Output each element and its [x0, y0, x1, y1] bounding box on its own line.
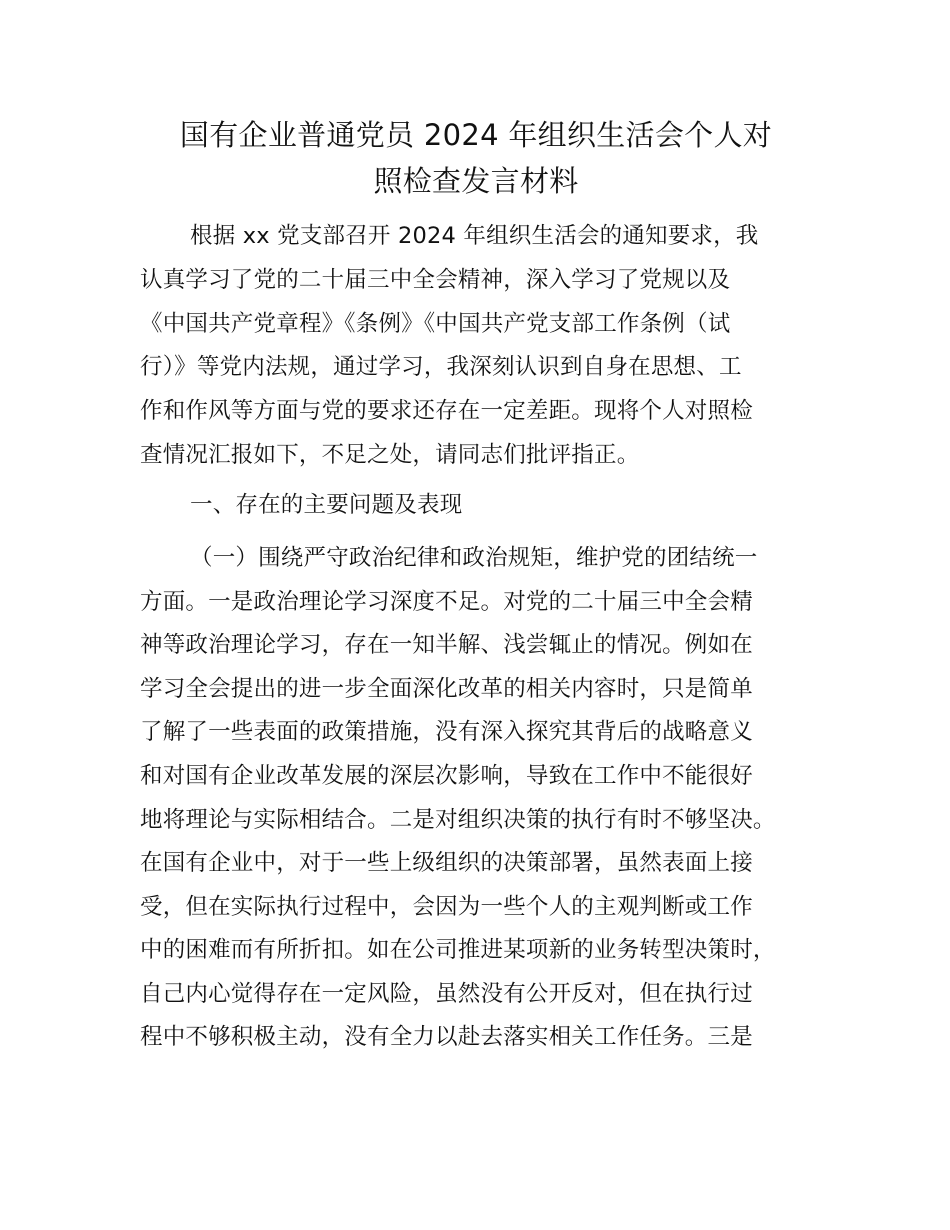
body-line: 受，但在实际执行过程中，会因为一些个人的主观判断或工作	[140, 894, 753, 920]
body-line: 地将理论与实际相结合。二是对组织决策的执行有时不够坚决。	[140, 807, 776, 833]
body-line: （一）围绕严守政治纪律和政治规矩，维护党的团结统一	[190, 545, 758, 571]
body-line: 行）》等党内法规，通过学习，我深刻认识到自身在思想、工	[140, 354, 742, 380]
body-line: 在国有企业中，对于一些上级组织的决策部署，虽然表面上接	[140, 850, 753, 876]
body-line: 查情况汇报如下，不足之处，请同志们批评指正。	[140, 442, 640, 468]
document-title	[140, 112, 812, 204]
body-line: 中的困难而有所折扣。如在公司推进某项新的业务转型决策时，	[140, 937, 776, 963]
title-line-2: 照检查发言材料	[373, 164, 579, 198]
body-line: 作和作风等方面与党的要求还存在一定差距。现将个人对照检	[140, 398, 753, 424]
title-line-1: 国有企业普通党员 2024 年组织生活会个人对	[179, 118, 773, 152]
body-line: 程中不够积极主动，没有全力以赴去落实相关工作任务。三是	[140, 1024, 753, 1050]
body-line: 了解了一些表面的政策措施，没有深入探究其背后的战略意义	[140, 719, 753, 745]
body-line: 和对国有企业改革发展的深层次影响，导致在工作中不能很好	[140, 763, 753, 789]
section-heading: 一、存在的主要问题及表现	[190, 492, 463, 518]
body-line: 学习全会提出的进一步全面深化改革的相关内容时，只是简单	[140, 676, 753, 702]
body-line: 《中国共产党章程》《条例》《中国共产党支部工作条例（试	[140, 311, 731, 337]
body-line: 自己内心觉得存在一定风险，虽然没有公开反对，但在执行过	[140, 981, 753, 1007]
body-line: 神等政治理论学习，存在一知半解、浅尝辄止的情况。例如在	[140, 632, 753, 658]
body-line: 方面。一是政治理论学习深度不足。对党的二十届三中全会精	[140, 589, 753, 615]
body-line: 根据 xx 党支部召开 2024 年组织生活会的通知要求，我	[190, 223, 759, 249]
body-line: 认真学习了党的二十届三中全会精神，深入学习了党规以及	[140, 267, 731, 293]
